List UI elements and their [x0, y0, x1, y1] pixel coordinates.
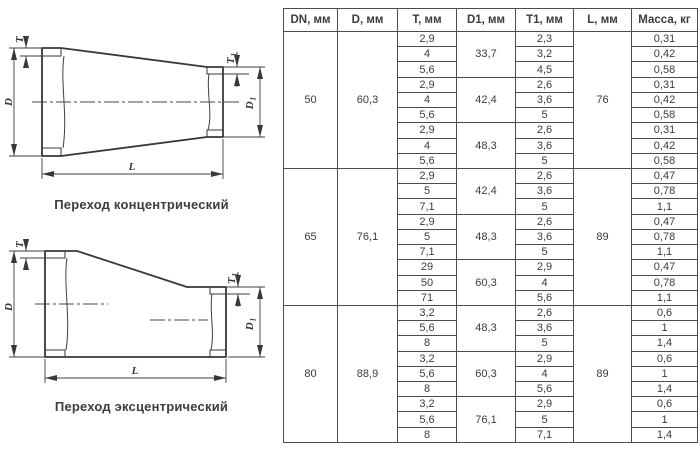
- header-row: [284, 9, 698, 32]
- cell-t: 4: [398, 47, 457, 62]
- dimension-t1: [223, 52, 265, 87]
- cell-mass: 0,6: [632, 351, 698, 366]
- cell-mass: 0,31: [632, 32, 698, 47]
- eccentric-centerlines: [35, 304, 208, 320]
- cell-t: 50: [398, 275, 457, 290]
- cell-mass: 0,47: [632, 168, 698, 183]
- eccentric-reducer-drawing: [2, 239, 274, 397]
- cell-t: 2,9: [398, 32, 457, 47]
- dim-label-d1: $D_1$: [244, 317, 258, 331]
- cell-t: 8: [398, 382, 457, 397]
- cell-t: 3,2: [398, 305, 457, 320]
- cell-t1: 3,6: [516, 92, 574, 107]
- cell-t1: 5,6: [516, 382, 574, 397]
- cell-t1: 2,6: [516, 214, 574, 229]
- dim-label-d: D: [3, 303, 15, 311]
- cell-t: 5,6: [398, 366, 457, 381]
- wall-section-hatch: [207, 67, 223, 74]
- cell-t: 5: [398, 184, 457, 199]
- dim-label-d: D: [3, 98, 15, 106]
- cell-t1: 3,6: [516, 138, 574, 153]
- cell-t: 2,9: [398, 214, 457, 229]
- cell-mass: 0,6: [632, 397, 698, 412]
- cell-mass: 1: [632, 412, 698, 427]
- cell-mass: 0,78: [632, 229, 698, 244]
- cell-t1: 2,9: [516, 397, 574, 412]
- cell-t: 8: [398, 336, 457, 351]
- cell-t1: 5: [516, 245, 574, 260]
- column-header: T, мм: [398, 9, 457, 32]
- cell-t: 5,6: [398, 62, 457, 77]
- dim-label-t: T: [14, 36, 26, 43]
- cell-mass: 0,58: [632, 108, 698, 123]
- cell-t1: 2,6: [516, 305, 574, 320]
- cell-d1: 48,3: [457, 123, 516, 169]
- cell-t1: 2,9: [516, 260, 574, 275]
- cell-mass: 0,58: [632, 153, 698, 168]
- cell-d1: 42,4: [457, 168, 516, 214]
- column-header: L, мм: [574, 9, 632, 32]
- dim-label-t1: $T_1$: [226, 272, 240, 284]
- cell-mass: 0,47: [632, 214, 698, 229]
- cell-mass: 1,4: [632, 427, 698, 442]
- cell-t: 71: [398, 290, 457, 305]
- cell-mass: 0,31: [632, 123, 698, 138]
- cell-t1: 3,6: [516, 229, 574, 244]
- cell-t: 5: [398, 229, 457, 244]
- cell-t: 5,6: [398, 412, 457, 427]
- cell-t: 5,6: [398, 321, 457, 336]
- dimension-t: [14, 240, 45, 270]
- cell-mass: 0,31: [632, 77, 698, 92]
- cell-t: 4: [398, 92, 457, 107]
- cell-t1: 2,3: [516, 32, 574, 47]
- cell-mass: 0,78: [632, 184, 698, 199]
- table-row: [284, 305, 698, 320]
- cell-t: 2,9: [398, 123, 457, 138]
- cell-t: 7,1: [398, 245, 457, 260]
- cell-t: 3,2: [398, 397, 457, 412]
- cell-d: 76,1: [338, 168, 398, 305]
- cell-dn: 80: [284, 305, 338, 442]
- column-header: T1, мм: [516, 9, 574, 32]
- drawings-pane: [0, 0, 283, 450]
- cell-l: 89: [574, 168, 632, 305]
- cell-t1: 2,6: [516, 77, 574, 92]
- cell-mass: 1: [632, 366, 698, 381]
- cell-t1: 5,6: [516, 290, 574, 305]
- column-header: D1, мм: [457, 9, 516, 32]
- table-row: [284, 168, 698, 183]
- wall-section-hatch: [207, 130, 223, 137]
- cell-mass: 0,47: [632, 260, 698, 275]
- cell-mass: 1,1: [632, 245, 698, 260]
- dimension-t1: [226, 272, 265, 307]
- cell-mass: 0,42: [632, 47, 698, 62]
- cell-d1: 48,3: [457, 214, 516, 260]
- cell-t1: 2,9: [516, 351, 574, 366]
- table-row: [284, 32, 698, 47]
- cell-t1: 5: [516, 153, 574, 168]
- cell-t: 29: [398, 260, 457, 275]
- spec-table: [283, 8, 698, 443]
- cell-t: 3,2: [398, 351, 457, 366]
- cell-mass: 0,42: [632, 92, 698, 107]
- cell-d1: 60,3: [457, 260, 516, 306]
- cell-dn: 65: [284, 168, 338, 305]
- cell-t1: 4,5: [516, 62, 574, 77]
- cell-t1: 5: [516, 336, 574, 351]
- dimension-t: [14, 35, 42, 67]
- cell-t1: 4: [516, 366, 574, 381]
- break-line: [211, 294, 212, 350]
- cell-mass: 1,1: [632, 199, 698, 214]
- dim-label-d1: $D_1$: [244, 96, 258, 110]
- cell-t1: 5: [516, 412, 574, 427]
- wall-section-hatch: [210, 350, 226, 357]
- cell-t: 5,6: [398, 108, 457, 123]
- concentric-reducer-drawing: [2, 27, 274, 190]
- dim-label-l: L: [131, 365, 139, 377]
- cell-t1: 2,6: [516, 168, 574, 183]
- wall-section-hatch: [45, 251, 65, 258]
- cell-t: 4: [398, 138, 457, 153]
- cell-mass: 1,4: [632, 336, 698, 351]
- cell-mass: 0,6: [632, 305, 698, 320]
- cell-d1: 48,3: [457, 305, 516, 351]
- cell-t1: 3,2: [516, 47, 574, 62]
- cell-mass: 0,78: [632, 275, 698, 290]
- cell-mass: 1,4: [632, 382, 698, 397]
- cell-t1: 5: [516, 199, 574, 214]
- cell-l: 76: [574, 32, 632, 169]
- dim-label-t: T: [14, 241, 26, 248]
- column-header: DN, мм: [284, 9, 338, 32]
- cell-t1: 4: [516, 275, 574, 290]
- cell-d: 60,3: [338, 32, 398, 169]
- dimension-d1: [228, 287, 265, 357]
- cell-l: 89: [574, 305, 632, 442]
- column-header: Масса, кг: [632, 9, 698, 32]
- cell-d1: 42,4: [457, 77, 516, 123]
- cell-t1: 2,6: [516, 123, 574, 138]
- cell-mass: 0,58: [632, 62, 698, 77]
- column-header: D, мм: [338, 9, 398, 32]
- cell-d1: 60,3: [457, 351, 516, 397]
- dim-label-t1: $T_1$: [225, 52, 239, 64]
- cell-d: 88,9: [338, 305, 398, 442]
- cell-t1: 3,6: [516, 321, 574, 336]
- concentric-caption: Переход концентрический: [54, 197, 229, 212]
- cell-t: 5,6: [398, 153, 457, 168]
- cell-t: 2,9: [398, 77, 457, 92]
- wall-section-hatch: [42, 48, 61, 56]
- dimension-l: [42, 139, 223, 179]
- cell-t: 2,9: [398, 168, 457, 183]
- cell-mass: 1,1: [632, 290, 698, 305]
- cell-d1: 33,7: [457, 32, 516, 78]
- dimension-l: [45, 359, 226, 383]
- cell-t1: 5: [516, 108, 574, 123]
- cell-mass: 1: [632, 321, 698, 336]
- cell-d1: 76,1: [457, 397, 516, 443]
- dim-label-l: L: [128, 161, 136, 173]
- wall-section-hatch: [42, 148, 61, 156]
- cell-mass: 0,42: [632, 138, 698, 153]
- wall-section-hatch: [45, 350, 65, 357]
- wall-section-hatch: [210, 287, 226, 294]
- cell-t1: 3,6: [516, 184, 574, 199]
- eccentric-caption: Переход эксцентрический: [54, 399, 229, 414]
- cell-t1: 7,1: [516, 427, 574, 442]
- cell-t: 7,1: [398, 199, 457, 214]
- cell-t: 8: [398, 427, 457, 442]
- cell-dn: 50: [284, 32, 338, 169]
